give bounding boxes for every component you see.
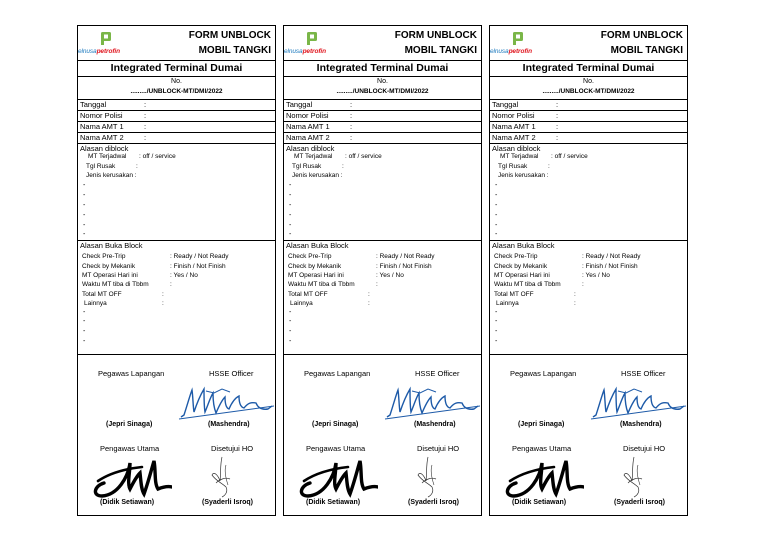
buka-item-value: : [368,291,370,298]
role-disetujui-ho: Disetujui HO [623,444,666,453]
role-pengawas-utama: Pengawas Utama [512,444,572,453]
name-mashendra: (Mashendra) [620,421,662,428]
form-header [284,26,481,61]
list-dash: - [495,309,498,316]
buka-item-value: : [368,300,370,307]
role-hsse-officer: HSSE Officer [415,369,460,378]
name-didik-setiawan: (Didik Setiawan) [306,499,361,506]
role-hsse-officer: HSSE Officer [621,369,666,378]
signature-didik-icon [500,453,584,501]
section-title: Alasan diblock [492,144,541,153]
section-title: Alasan diblock [80,144,129,153]
buka-item-label: Total MT OFF [288,291,328,298]
field-label: Nama AMT 2 [80,133,124,142]
mt-terjadwal-value: : off / service [345,153,382,160]
tgl-rusak-label: Tgl Rusak [292,163,322,170]
form-title [601,28,683,58]
role-pegawas-lapangan: Pegawas Lapangan [304,369,371,378]
section-alasan-buka-block [490,241,687,355]
list-dash: - [495,231,498,238]
number-value: ........./UNBLOCK-MT/DMI/2022 [130,88,223,95]
buka-item-label: MT Operasi Hari ini [288,272,344,279]
form-title-line2: MOBIL TANGKI [404,45,477,56]
brand-part1: elnusa [284,48,303,55]
terminal-name: Integrated Terminal Dumai [490,61,687,77]
name-mashendra: (Mashendra) [414,421,456,428]
form-title-line2: MOBIL TANGKI [610,45,683,56]
brand-part1: elnusa [490,48,509,55]
signature-didik-icon [294,453,378,501]
buka-item-label: Total MT OFF [494,291,534,298]
field-colon: : [144,100,147,109]
buka-item-value: : Ready / Not Ready [376,253,435,260]
field-label: Nama AMT 1 [80,122,124,131]
field-colon: : [556,122,559,131]
logo-mark-icon [512,32,524,45]
jenis-kerusakan-label: Jenis kerusakan : [498,172,549,179]
list-dash: - [495,222,498,229]
company-logo [78,32,138,58]
form-number [78,77,275,100]
section-alasan-buka-block [284,241,481,355]
signature-section [78,355,275,515]
brand-part2: petrofin [508,48,532,55]
list-dash: - [495,328,498,335]
form-title-line1: FORM UNBLOCK [394,30,477,41]
name-syaderli-isroq: (Syaderli Isroq) [614,499,665,506]
brand-part2: petrofin [96,48,120,55]
terminal-name: Integrated Terminal Dumai [78,61,275,77]
name-mashendra: (Mashendra) [208,421,250,428]
field-nama-amt-1 [284,122,481,133]
field-colon: : [556,133,559,142]
field-colon: : [144,133,147,142]
name-didik-setiawan: (Didik Setiawan) [100,499,155,506]
buka-item-label: Check Pre-Trip [494,253,538,260]
list-dash: - [83,202,86,209]
list-dash: - [83,222,86,229]
form-header [490,26,687,61]
buka-item-label: Waktu MT tiba di Tbbm [288,281,355,288]
mt-terjadwal-label: MT Terjadwal [294,153,333,160]
field-label: Nama AMT 2 [492,133,536,142]
logo-mark-icon [100,32,112,45]
buka-item-label: Check Pre-Trip [82,253,126,260]
field-tanggal [78,100,275,111]
tgl-rusak-value: : [548,163,550,170]
list-dash: - [495,192,498,199]
field-colon: : [350,122,353,131]
buka-item-value: : Finish / Not Finish [170,263,226,270]
buka-item-value: : [574,300,576,307]
field-nomor-polisi [490,111,687,122]
buka-item-label: MT Operasi Hari ini [494,272,550,279]
buka-item-value: : Ready / Not Ready [170,253,229,260]
number-label: No. [377,78,388,85]
list-dash: - [289,182,292,189]
company-logo [284,32,344,58]
buka-item-label: Check by Mekanik [82,263,136,270]
form-title-line1: FORM UNBLOCK [600,30,683,41]
buka-item-value: : Yes / No [582,272,610,279]
brand-name [78,48,120,55]
list-dash: - [495,338,498,345]
field-nama-amt-2 [490,133,687,144]
list-dash: - [495,212,498,219]
role-disetujui-ho: Disetujui HO [417,444,460,453]
form-title [189,28,271,58]
section-alasan-diblock [490,144,687,241]
list-dash: - [289,318,292,325]
field-nomor-polisi [78,111,275,122]
list-dash: - [495,182,498,189]
list-dash: - [289,338,292,345]
brand-part2: petrofin [302,48,326,55]
mt-terjadwal-value: : off / service [139,153,176,160]
list-dash: - [83,309,86,316]
buka-item-label: Check by Mekanik [288,263,342,270]
field-label: Nomor Polisi [286,111,329,120]
unblock-form-3 [489,25,688,516]
signature-didik-icon [88,453,172,501]
role-pengawas-utama: Pengawas Utama [100,444,160,453]
buka-item-value: : [574,291,576,298]
form-number [284,77,481,100]
field-tanggal [490,100,687,111]
buka-item-value: : Finish / Not Finish [376,263,432,270]
field-label: Nama AMT 2 [286,133,330,142]
form-title-line2: MOBIL TANGKI [198,45,271,56]
section-alasan-buka-block [78,241,275,355]
buka-item-value: : Yes / No [376,272,404,279]
form-header [78,26,275,61]
mt-terjadwal-label: MT Terjadwal [500,153,539,160]
buka-item-label: Check Pre-Trip [288,253,332,260]
buka-item-label: Total MT OFF [82,291,122,298]
name-syaderli-isroq: (Syaderli Isroq) [202,499,253,506]
brand-name [284,48,326,55]
buka-item-label: MT Operasi Hari ini [82,272,138,279]
company-logo [490,32,550,58]
buka-item-value: : Finish / Not Finish [582,263,638,270]
field-label: Nama AMT 1 [492,122,536,131]
signature-mashendra-icon [590,383,686,423]
mt-terjadwal-value: : off / service [551,153,588,160]
field-label: Nama AMT 1 [286,122,330,131]
signature-section [284,355,481,515]
name-jepri-sinaga: (Jepri Sinaga) [518,421,565,428]
field-nama-amt-1 [490,122,687,133]
list-dash: - [289,231,292,238]
section-title: Alasan Buka Block [80,241,143,250]
name-didik-setiawan: (Didik Setiawan) [512,499,567,506]
field-colon: : [556,111,559,120]
buka-item-value: : [582,281,584,288]
role-pegawas-lapangan: Pegawas Lapangan [510,369,577,378]
buka-item-value: : Yes / No [170,272,198,279]
buka-item-label: Lainnya [496,300,519,307]
form-number [490,77,687,100]
number-value: ........./UNBLOCK-MT/DMI/2022 [542,88,635,95]
section-alasan-diblock [284,144,481,241]
signature-mashendra-icon [384,383,480,423]
signature-syaderli-icon [608,455,658,499]
buka-item-label: Lainnya [84,300,107,307]
number-label: No. [171,78,182,85]
tgl-rusak-value: : [342,163,344,170]
jenis-kerusakan-label: Jenis kerusakan : [86,172,137,179]
form-title-line1: FORM UNBLOCK [188,30,271,41]
list-dash: - [289,202,292,209]
signature-section [490,355,687,515]
list-dash: - [495,318,498,325]
number-label: No. [583,78,594,85]
name-jepri-sinaga: (Jepri Sinaga) [106,421,153,428]
tgl-rusak-label: Tgl Rusak [498,163,528,170]
buka-item-value: : [170,281,172,288]
field-nama-amt-1 [78,122,275,133]
list-dash: - [495,202,498,209]
mt-terjadwal-label: MT Terjadwal [88,153,127,160]
section-title: Alasan diblock [286,144,335,153]
list-dash: - [83,328,86,335]
list-dash: - [289,192,292,199]
field-colon: : [144,122,147,131]
field-label: Tanggal [492,100,519,109]
field-label: Tanggal [286,100,313,109]
role-hsse-officer: HSSE Officer [209,369,254,378]
name-syaderli-isroq: (Syaderli Isroq) [408,499,459,506]
list-dash: - [83,182,86,189]
unblock-form-2 [283,25,482,516]
buka-item-value: : Ready / Not Ready [582,253,641,260]
field-nama-amt-2 [284,133,481,144]
field-nomor-polisi [284,111,481,122]
buka-item-value: : [162,291,164,298]
buka-item-value: : [162,300,164,307]
buka-item-label: Waktu MT tiba di Tbbm [82,281,149,288]
buka-item-label: Lainnya [290,300,313,307]
signature-mashendra-icon [178,383,274,423]
terminal-name: Integrated Terminal Dumai [284,61,481,77]
list-dash: - [83,212,86,219]
form-title [395,28,477,58]
section-title: Alasan Buka Block [286,241,349,250]
logo-mark-icon [306,32,318,45]
list-dash: - [289,328,292,335]
role-pegawas-lapangan: Pegawas Lapangan [98,369,165,378]
field-colon: : [144,111,147,120]
brand-name [490,48,532,55]
name-jepri-sinaga: (Jepri Sinaga) [312,421,359,428]
section-alasan-diblock [78,144,275,241]
list-dash: - [83,318,86,325]
field-label: Nomor Polisi [80,111,123,120]
field-label: Tanggal [80,100,107,109]
field-nama-amt-2 [78,133,275,144]
buka-item-label: Check by Mekanik [494,263,548,270]
buka-item-value: : [376,281,378,288]
role-disetujui-ho: Disetujui HO [211,444,254,453]
list-dash: - [83,231,86,238]
role-pengawas-utama: Pengawas Utama [306,444,366,453]
list-dash: - [289,222,292,229]
number-value: ........./UNBLOCK-MT/DMI/2022 [336,88,429,95]
signature-syaderli-icon [196,455,246,499]
field-label: Nomor Polisi [492,111,535,120]
list-dash: - [83,192,86,199]
unblock-form-1 [77,25,276,516]
list-dash: - [289,309,292,316]
field-colon: : [350,100,353,109]
list-dash: - [83,338,86,345]
jenis-kerusakan-label: Jenis kerusakan : [292,172,343,179]
buka-item-label: Waktu MT tiba di Tbbm [494,281,561,288]
list-dash: - [289,212,292,219]
signature-syaderli-icon [402,455,452,499]
field-colon: : [350,111,353,120]
field-colon: : [350,133,353,142]
field-colon: : [556,100,559,109]
section-title: Alasan Buka Block [492,241,555,250]
tgl-rusak-label: Tgl Rusak [86,163,116,170]
field-tanggal [284,100,481,111]
tgl-rusak-value: : [136,163,138,170]
brand-part1: elnusa [78,48,97,55]
